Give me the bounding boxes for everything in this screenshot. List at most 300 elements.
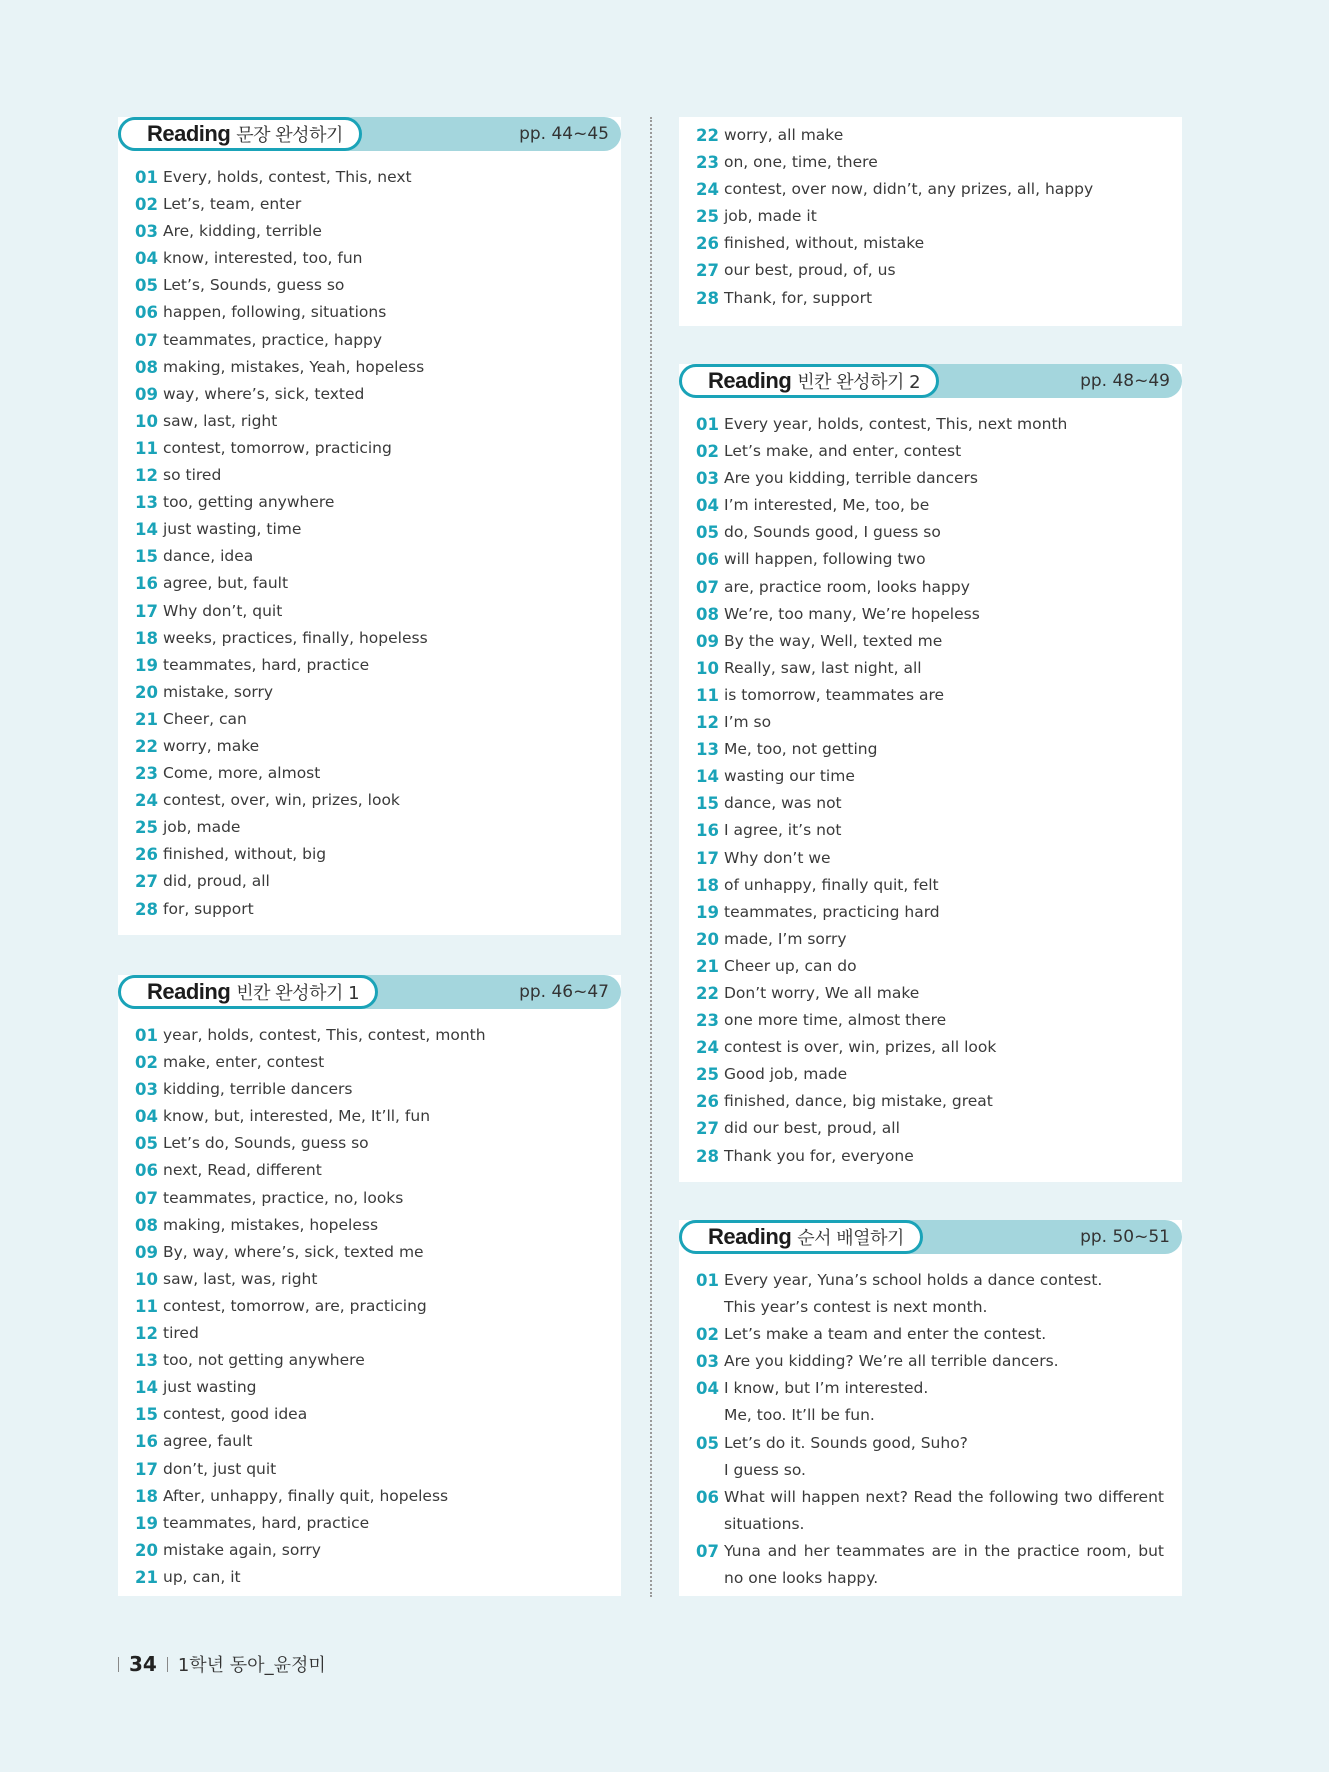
section-header bbox=[679, 364, 1182, 398]
item-text: will happen, following two bbox=[724, 550, 926, 569]
section-title-ko: 순서 배열하기 bbox=[797, 1228, 904, 1249]
answer-list bbox=[696, 122, 1093, 312]
item-number: 02 bbox=[135, 1053, 158, 1073]
answer-item bbox=[135, 516, 428, 543]
answer-item bbox=[696, 176, 1093, 203]
item-number: 10 bbox=[696, 658, 719, 678]
item-text: are, practice room, looks happy bbox=[724, 577, 970, 596]
item-text: Thank, for, support bbox=[724, 288, 873, 307]
section-title-ko: 빈칸 완성하기 2 bbox=[797, 372, 921, 393]
page-range: pp. 46~47 bbox=[519, 982, 609, 1002]
section-fill-in-blank-1 bbox=[118, 975, 621, 1596]
item-number bbox=[696, 1457, 724, 1484]
answer-item bbox=[135, 489, 428, 516]
section-title-ko: 문장 완성하기 bbox=[236, 125, 343, 146]
item-number: 18 bbox=[135, 628, 158, 648]
section-header bbox=[118, 117, 621, 151]
item-number: 13 bbox=[696, 740, 719, 760]
item-number: 08 bbox=[135, 357, 158, 377]
item-text: What will happen next? Read the following two different situations. bbox=[724, 1487, 1164, 1533]
answer-item bbox=[696, 926, 1067, 953]
item-number: 07 bbox=[135, 330, 158, 350]
section-fill-in-blank-2 bbox=[679, 364, 1182, 1182]
item-number: 05 bbox=[135, 1134, 158, 1154]
item-text: Me, too. It’ll be fun. bbox=[724, 1406, 875, 1425]
answer-item bbox=[135, 381, 428, 408]
item-text: I’m so bbox=[724, 713, 772, 732]
page-footer bbox=[118, 1651, 326, 1677]
item-text: just wasting, time bbox=[163, 520, 302, 539]
item-text: finished, without, mistake bbox=[724, 234, 925, 253]
item-number: 01 bbox=[135, 1026, 158, 1045]
item-number: 28 bbox=[696, 1146, 719, 1166]
answer-item bbox=[696, 1484, 1164, 1538]
item-text: contest, good idea bbox=[163, 1405, 308, 1424]
item-number: 12 bbox=[696, 713, 719, 733]
answer-item bbox=[696, 1402, 1164, 1429]
item-text: I agree, it’s not bbox=[724, 821, 842, 840]
item-text: Cheer up, can do bbox=[724, 956, 857, 975]
item-text: worry, all make bbox=[724, 126, 844, 144]
answer-item bbox=[696, 601, 1067, 628]
answer-item bbox=[696, 285, 1093, 312]
answer-item bbox=[696, 438, 1067, 465]
item-number: 04 bbox=[696, 1379, 719, 1399]
answer-item bbox=[135, 1103, 486, 1130]
answer-item bbox=[135, 1483, 486, 1510]
item-number: 01 bbox=[135, 168, 158, 187]
item-text: one more time, almost there bbox=[724, 1011, 947, 1030]
answer-item bbox=[696, 817, 1067, 844]
item-number: 03 bbox=[696, 1352, 719, 1372]
answer-item bbox=[696, 790, 1067, 817]
item-text: way, where’s, sick, texted bbox=[163, 384, 365, 403]
item-number: 22 bbox=[696, 983, 719, 1003]
item-number: 06 bbox=[696, 1487, 719, 1507]
item-text: teammates, hard, practice bbox=[163, 655, 370, 674]
answer-item bbox=[696, 1348, 1164, 1375]
item-number: 11 bbox=[696, 685, 719, 705]
item-text: Let’s make a team and enter the contest. bbox=[724, 1325, 1047, 1344]
page-number: 34 bbox=[129, 1652, 157, 1676]
item-number: 13 bbox=[135, 493, 158, 513]
item-text: After, unhappy, finally quit, hopeless bbox=[163, 1486, 449, 1505]
section-fill-in-blank-1-continued bbox=[679, 117, 1182, 326]
answer-item bbox=[696, 1143, 1067, 1170]
answer-item bbox=[696, 230, 1093, 257]
item-text: I guess so. bbox=[724, 1460, 806, 1479]
item-text: Every, holds, contest, This, next bbox=[163, 168, 412, 186]
item-text: Are you kidding? We’re all terrible dancers. bbox=[724, 1352, 1059, 1371]
item-text: weeks, practices, finally, hopeless bbox=[163, 628, 428, 647]
answer-item bbox=[696, 1375, 1164, 1402]
answer-item bbox=[696, 1538, 1164, 1592]
answer-item bbox=[135, 1157, 486, 1184]
answer-item bbox=[696, 492, 1067, 519]
answer-item bbox=[135, 164, 428, 191]
item-text: kidding, terrible dancers bbox=[163, 1080, 353, 1099]
item-number: 04 bbox=[135, 249, 158, 269]
item-text: happen, following, situations bbox=[163, 303, 387, 322]
item-text: up, can, it bbox=[163, 1567, 241, 1586]
item-number: 08 bbox=[135, 1215, 158, 1235]
item-text: next, Read, different bbox=[163, 1161, 322, 1180]
footer-info: 1학년 동아_윤정미 bbox=[177, 1655, 326, 1676]
answer-item bbox=[696, 845, 1067, 872]
answer-item bbox=[135, 896, 428, 923]
item-text: contest, over now, didn’t, any prizes, all, happy bbox=[724, 180, 1094, 199]
item-number: 05 bbox=[696, 523, 719, 543]
item-text: mistake, sorry bbox=[163, 682, 274, 701]
item-number: 17 bbox=[135, 1459, 158, 1479]
answer-item bbox=[135, 1239, 486, 1266]
answer-item bbox=[135, 760, 428, 787]
item-text: Every year, holds, contest, This, next month bbox=[724, 415, 1068, 433]
item-text: making, mistakes, Yeah, hopeless bbox=[163, 357, 425, 376]
section-title-en: Reading bbox=[708, 368, 792, 393]
answer-item bbox=[135, 245, 428, 272]
section-title-pill bbox=[118, 117, 362, 151]
item-text: Are you kidding, terrible dancers bbox=[724, 469, 978, 488]
item-number: 25 bbox=[696, 207, 719, 227]
item-number: 24 bbox=[696, 1038, 719, 1058]
answer-item bbox=[696, 1007, 1067, 1034]
item-text: job, made bbox=[163, 818, 241, 837]
answer-item bbox=[696, 1430, 1164, 1457]
item-number: 17 bbox=[696, 848, 719, 868]
answer-item bbox=[135, 1049, 486, 1076]
footer-divider bbox=[118, 1657, 119, 1672]
answer-item bbox=[135, 1537, 486, 1564]
answer-item bbox=[135, 1185, 486, 1212]
answer-item bbox=[696, 411, 1067, 438]
answer-item bbox=[696, 1267, 1164, 1294]
answer-item bbox=[696, 899, 1067, 926]
item-text: did our best, proud, all bbox=[724, 1119, 900, 1138]
item-number: 02 bbox=[696, 1325, 719, 1345]
item-number: 06 bbox=[135, 1161, 158, 1181]
item-text: too, not getting anywhere bbox=[163, 1351, 365, 1370]
answer-item bbox=[135, 787, 428, 814]
item-number: 04 bbox=[135, 1107, 158, 1127]
item-text: wasting our time bbox=[724, 767, 855, 786]
item-text: our best, proud, of, us bbox=[724, 261, 896, 280]
item-number bbox=[696, 1294, 724, 1321]
item-number: 25 bbox=[135, 818, 158, 838]
answer-item bbox=[696, 1034, 1067, 1061]
item-text: By, way, where’s, sick, texted me bbox=[163, 1242, 424, 1261]
answer-item bbox=[696, 1321, 1164, 1348]
answer-item bbox=[696, 149, 1093, 176]
page-range: pp. 44~45 bbox=[519, 124, 609, 144]
item-number: 15 bbox=[696, 794, 719, 814]
item-text: By the way, Well, texted me bbox=[724, 631, 943, 650]
item-number: 03 bbox=[696, 469, 719, 489]
item-number: 18 bbox=[135, 1486, 158, 1506]
answer-item bbox=[135, 191, 428, 218]
page-range: pp. 50~51 bbox=[1080, 1227, 1170, 1247]
item-text: for, support bbox=[163, 899, 254, 918]
page-range: pp. 48~49 bbox=[1080, 371, 1170, 391]
section-title-en: Reading bbox=[708, 1224, 792, 1249]
answer-item bbox=[135, 625, 428, 652]
item-number: 23 bbox=[696, 1011, 719, 1031]
item-number: 16 bbox=[135, 1432, 158, 1452]
item-number: 09 bbox=[135, 1242, 158, 1262]
item-number: 01 bbox=[696, 415, 719, 434]
item-text: make, enter, contest bbox=[163, 1053, 325, 1072]
item-number: 22 bbox=[696, 126, 719, 145]
item-number: 04 bbox=[696, 496, 719, 516]
item-number: 18 bbox=[696, 875, 719, 895]
item-text: Good job, made bbox=[724, 1065, 848, 1084]
answer-item bbox=[135, 327, 428, 354]
item-text: Let’s do it. Sounds good, Suho? bbox=[724, 1433, 968, 1452]
item-number: 12 bbox=[135, 466, 158, 486]
item-number: 16 bbox=[135, 574, 158, 594]
answer-item bbox=[135, 679, 428, 706]
item-text: Yuna and her teammates are in the practice room, but no one looks happy. bbox=[724, 1541, 1164, 1588]
item-text: teammates, practice, no, looks bbox=[163, 1188, 404, 1207]
item-text: tired bbox=[163, 1324, 199, 1343]
answer-item bbox=[135, 570, 428, 597]
item-number: 07 bbox=[696, 1541, 719, 1561]
answer-item bbox=[135, 814, 428, 841]
item-number: 10 bbox=[135, 411, 158, 431]
section-title-pill bbox=[118, 975, 378, 1009]
item-text: agree, but, fault bbox=[163, 574, 289, 593]
item-number: 02 bbox=[135, 195, 158, 215]
item-number: 19 bbox=[135, 1513, 158, 1533]
item-number: 20 bbox=[696, 929, 719, 949]
item-text: know, interested, too, fun bbox=[163, 249, 363, 268]
item-number: 12 bbox=[135, 1324, 158, 1344]
item-text: mistake again, sorry bbox=[163, 1540, 321, 1559]
item-number: 07 bbox=[135, 1188, 158, 1208]
answer-item bbox=[696, 709, 1067, 736]
answer-item bbox=[696, 763, 1067, 790]
answer-item bbox=[135, 598, 428, 625]
item-text: Let’s, Sounds, guess so bbox=[163, 276, 345, 295]
item-number: 01 bbox=[696, 1271, 719, 1290]
answer-item bbox=[135, 1374, 486, 1401]
item-number: 23 bbox=[696, 153, 719, 173]
item-text: Me, too, not getting bbox=[724, 740, 878, 759]
section-header bbox=[679, 1220, 1182, 1254]
item-number: 03 bbox=[135, 1080, 158, 1100]
answer-item bbox=[135, 733, 428, 760]
item-text: Every year, Yuna’s school holds a dance contest. bbox=[724, 1271, 1103, 1289]
item-text: contest, tomorrow, are, practicing bbox=[163, 1296, 427, 1315]
item-number: 23 bbox=[135, 764, 158, 784]
item-number: 11 bbox=[135, 438, 158, 458]
item-number: 25 bbox=[696, 1065, 719, 1085]
item-text: contest, tomorrow, practicing bbox=[163, 438, 392, 457]
answer-item bbox=[135, 435, 428, 462]
item-text: contest, over, win, prizes, look bbox=[163, 791, 400, 810]
footer-divider bbox=[167, 1657, 168, 1672]
item-number: 03 bbox=[135, 222, 158, 242]
answer-item bbox=[135, 1564, 486, 1591]
item-number: 14 bbox=[135, 520, 158, 540]
answer-list bbox=[135, 164, 428, 923]
item-text: teammates, practicing hard bbox=[724, 902, 940, 921]
item-number: 21 bbox=[135, 1567, 158, 1587]
answer-list bbox=[696, 1267, 1164, 1592]
section-title-pill bbox=[679, 364, 939, 398]
item-number bbox=[696, 1402, 724, 1429]
answer-item bbox=[696, 546, 1067, 573]
answer-item bbox=[135, 543, 428, 570]
item-text: so tired bbox=[163, 466, 222, 485]
section-title-pill bbox=[679, 1220, 923, 1254]
item-number: 14 bbox=[696, 767, 719, 787]
item-number: 26 bbox=[696, 234, 719, 254]
item-number: 07 bbox=[696, 577, 719, 597]
answer-item bbox=[696, 574, 1067, 601]
item-number: 15 bbox=[135, 547, 158, 567]
answer-item bbox=[696, 872, 1067, 899]
item-number: 08 bbox=[696, 604, 719, 624]
answer-item bbox=[135, 1401, 486, 1428]
item-number: 11 bbox=[135, 1296, 158, 1316]
answer-item bbox=[135, 1456, 486, 1483]
answer-item bbox=[135, 1320, 486, 1347]
item-number: 14 bbox=[135, 1378, 158, 1398]
section-sentence-ordering bbox=[679, 1220, 1182, 1596]
answer-item bbox=[135, 1428, 486, 1455]
item-text: Let’s do, Sounds, guess so bbox=[163, 1134, 369, 1153]
item-text: finished, dance, big mistake, great bbox=[724, 1092, 993, 1111]
answer-item bbox=[135, 1022, 486, 1049]
item-text: is tomorrow, teammates are bbox=[724, 685, 945, 704]
answer-list bbox=[135, 1022, 486, 1591]
answer-item bbox=[696, 1115, 1067, 1142]
answer-item bbox=[135, 408, 428, 435]
item-text: made, I’m sorry bbox=[724, 929, 847, 948]
item-text: know, but, interested, Me, It’ll, fun bbox=[163, 1107, 431, 1126]
item-text: did, proud, all bbox=[163, 872, 270, 891]
answer-item bbox=[135, 462, 428, 489]
item-text: dance, idea bbox=[163, 547, 254, 566]
answer-item bbox=[135, 706, 428, 733]
item-number: 27 bbox=[696, 1119, 719, 1139]
item-number: 24 bbox=[696, 180, 719, 200]
item-text: This year’s contest is next month. bbox=[724, 1298, 988, 1317]
item-text: agree, fault bbox=[163, 1432, 253, 1451]
answer-item bbox=[135, 354, 428, 381]
item-number: 19 bbox=[135, 655, 158, 675]
answer-item bbox=[135, 218, 428, 245]
item-number: 10 bbox=[135, 1269, 158, 1289]
item-number: 19 bbox=[696, 902, 719, 922]
item-text: year, holds, contest, This, contest, month bbox=[163, 1026, 486, 1044]
section-title-ko: 빈칸 완성하기 1 bbox=[236, 983, 360, 1004]
answer-item bbox=[135, 1293, 486, 1320]
item-number: 06 bbox=[135, 303, 158, 323]
item-text: worry, make bbox=[163, 736, 260, 755]
answer-item bbox=[135, 1347, 486, 1374]
answer-item bbox=[135, 1510, 486, 1537]
item-text: dance, was not bbox=[724, 794, 842, 813]
item-number: 26 bbox=[696, 1092, 719, 1112]
item-number: 21 bbox=[696, 956, 719, 976]
answer-item bbox=[696, 257, 1093, 284]
item-number: 24 bbox=[135, 791, 158, 811]
item-text: Cheer, can bbox=[163, 709, 247, 728]
item-text: Let’s make, and enter, contest bbox=[724, 442, 962, 461]
column-divider bbox=[650, 117, 652, 1597]
answer-item bbox=[696, 953, 1067, 980]
item-text: Really, saw, last night, all bbox=[724, 658, 922, 677]
item-number: 22 bbox=[135, 736, 158, 756]
answer-item bbox=[135, 1130, 486, 1157]
item-text: contest is over, win, prizes, all look bbox=[724, 1038, 997, 1057]
section-header bbox=[118, 975, 621, 1009]
answer-item bbox=[135, 272, 428, 299]
item-number: 27 bbox=[696, 261, 719, 281]
item-text: Why don’t we bbox=[724, 848, 831, 867]
answer-item bbox=[135, 299, 428, 326]
answer-item bbox=[135, 652, 428, 679]
item-text: finished, without, big bbox=[163, 845, 327, 864]
section-sentence-completion bbox=[118, 117, 621, 935]
item-text: just wasting bbox=[163, 1378, 257, 1397]
item-number: 16 bbox=[696, 821, 719, 841]
answer-item bbox=[696, 980, 1067, 1007]
answer-item bbox=[135, 1212, 486, 1239]
item-text: making, mistakes, hopeless bbox=[163, 1215, 379, 1234]
item-number: 09 bbox=[696, 631, 719, 651]
item-text: Why don’t, quit bbox=[163, 601, 283, 620]
item-text: saw, last, was, right bbox=[163, 1269, 318, 1288]
answer-item bbox=[696, 682, 1067, 709]
item-number: 17 bbox=[135, 601, 158, 621]
item-text: Let’s, team, enter bbox=[163, 195, 302, 214]
answer-item bbox=[135, 1266, 486, 1293]
item-text: teammates, practice, happy bbox=[163, 330, 383, 349]
item-text: I’m interested, Me, too, be bbox=[724, 496, 930, 515]
item-number: 20 bbox=[135, 1540, 158, 1560]
answer-item bbox=[696, 655, 1067, 682]
item-text: I know, but I’m interested. bbox=[724, 1379, 929, 1398]
item-text: Are, kidding, terrible bbox=[163, 222, 322, 241]
item-number: 06 bbox=[696, 550, 719, 570]
item-number: 15 bbox=[135, 1405, 158, 1425]
item-number: 20 bbox=[135, 682, 158, 702]
item-number: 09 bbox=[135, 384, 158, 404]
item-text: on, one, time, there bbox=[724, 153, 878, 172]
answer-item bbox=[696, 736, 1067, 763]
answer-list bbox=[696, 411, 1067, 1170]
answer-item bbox=[696, 122, 1093, 149]
item-text: of unhappy, finally quit, felt bbox=[724, 875, 939, 894]
item-text: job, made it bbox=[724, 207, 817, 226]
item-text: Come, more, almost bbox=[163, 764, 321, 783]
answer-item bbox=[696, 203, 1093, 230]
item-number: 27 bbox=[135, 872, 158, 892]
item-text: We’re, too many, We’re hopeless bbox=[724, 604, 980, 623]
item-number: 28 bbox=[135, 899, 158, 919]
item-number: 05 bbox=[696, 1433, 719, 1453]
answer-item bbox=[696, 1294, 1164, 1321]
answer-item bbox=[696, 1088, 1067, 1115]
item-number: 02 bbox=[696, 442, 719, 462]
item-text: saw, last, right bbox=[163, 411, 278, 430]
item-number: 13 bbox=[135, 1351, 158, 1371]
answer-item bbox=[696, 1457, 1164, 1484]
answer-item bbox=[696, 519, 1067, 546]
